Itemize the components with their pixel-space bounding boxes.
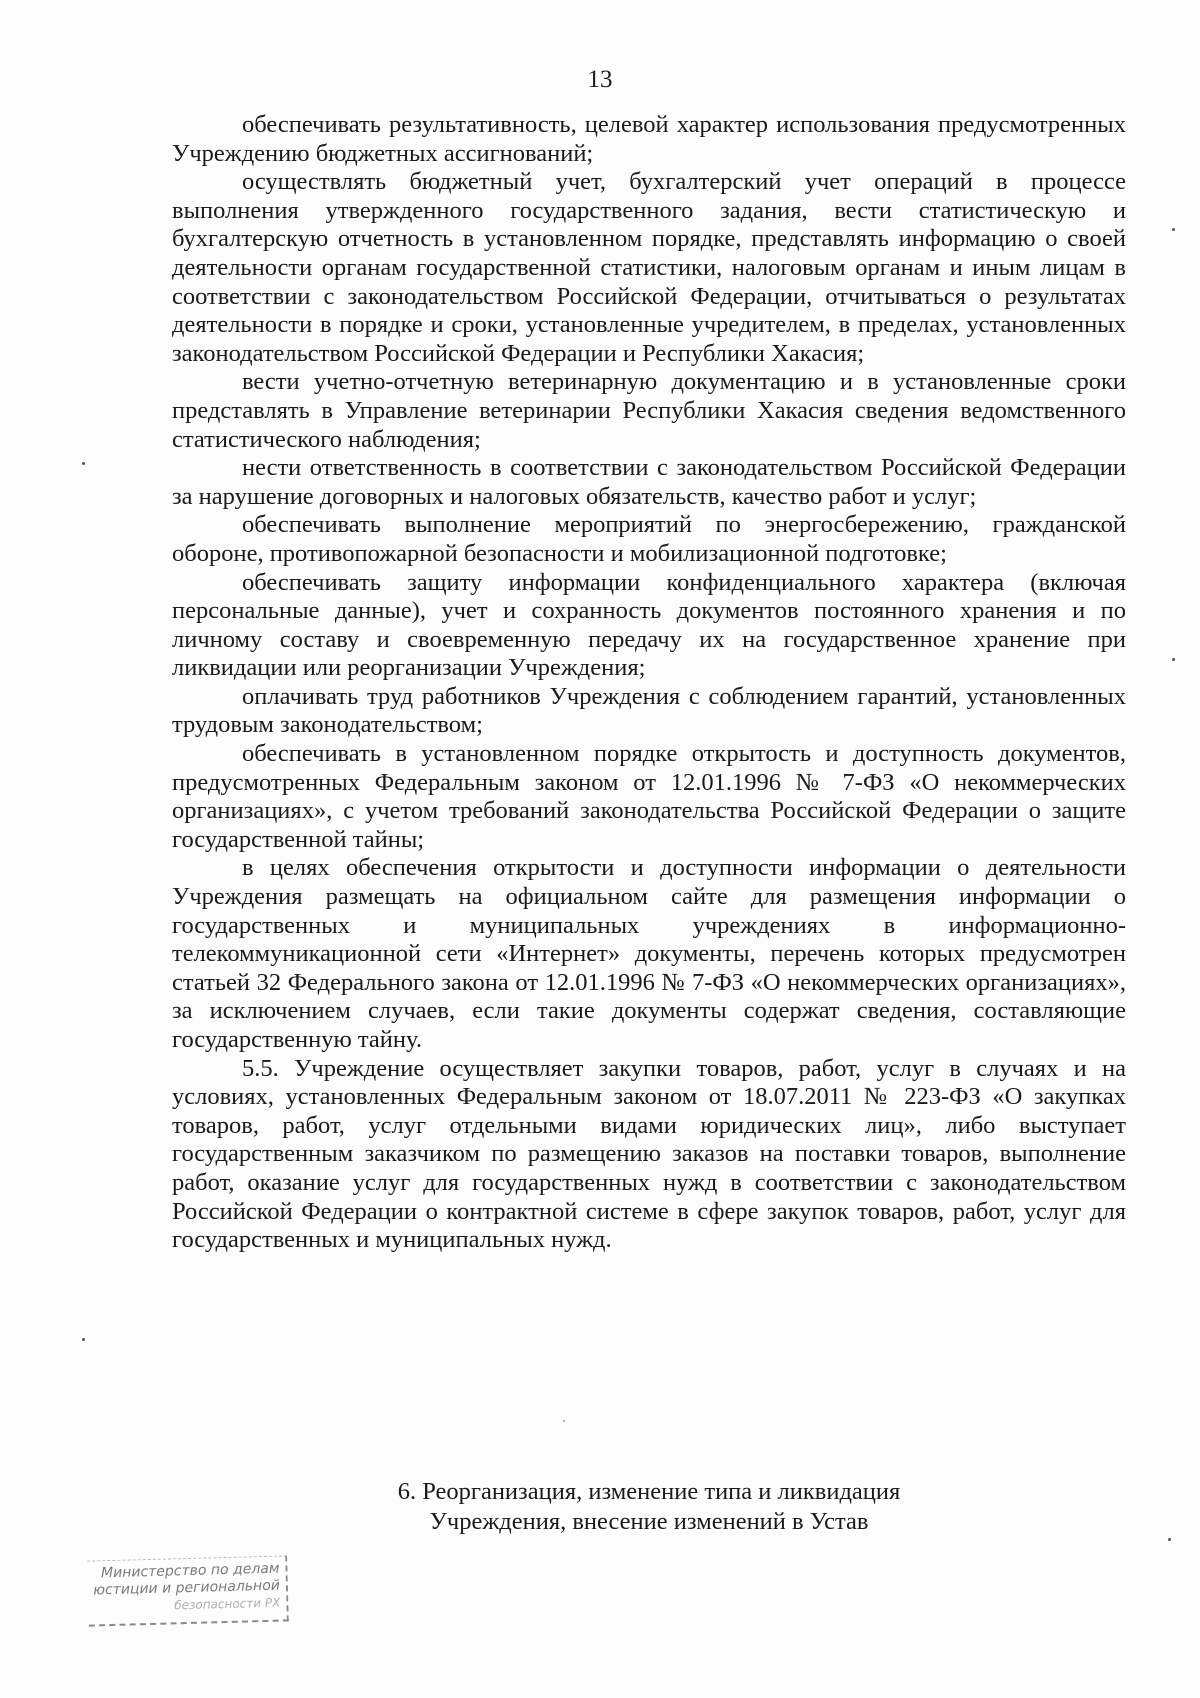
- stamp-line-1: Министерство по делам: [100, 1560, 280, 1582]
- stamp-line-2: юстиции и региональной: [93, 1577, 281, 1599]
- section-heading-line-1: 6. Реорганизация, изменение типа и ликвидация: [397, 1478, 901, 1505]
- document-body: [172, 111, 1126, 1255]
- paragraph-internet-publication: в целях обеспечения открытости и доступности информации о деятельности Учреждения размещать на официальном сайте для размещения информации о государственных и муниципальных учреждениях в информационно-телекоммуникационной сети «Интернет» документы, перечень которых предусмотрен статьей 32 Федерального закона от 12.01.1996 № 7-ФЗ «О некоммерческих организациях», за исключением случаев, если такие документы содержат сведения, составляющие государственную тайну.: [172, 854, 1126, 1053]
- ministry-stamp: [87, 1555, 289, 1626]
- scan-speck: [82, 1338, 85, 1341]
- paragraph-veterinary-documentation: вести учетно-отчетную ветеринарную документацию и в установленные сроки представлять в Управление ветеринарии Республики Хакасия сведения ведомственного статистического наблюдения;: [172, 368, 1126, 453]
- paragraph-procurement: 5.5. Учреждение осуществляет закупки товаров, работ, услуг в случаях и на условиях, установленных Федеральным законом от 18.07.2011 № 223-ФЗ «О закупках товаров, работ, услуг отдельными видами юридических лиц», либо выступает государственным заказчиком по размещению заказов на поставки товаров, выполнение работ, оказание услуг для государственных нужд в соответствии с законодательством Российской Федерации о контрактной системе в сфере закупок товаров, работ, услуг для государственных и муниципальных нужд.: [172, 1054, 1126, 1254]
- paragraph-document-openness: обеспечивать в установленном порядке открытость и доступность документов, предусмотренных Федеральным законом от 12.01.1996 № 7-ФЗ «О некоммерческих организациях», с учетом требований законодательства Российской Федерации о защите государственной тайны;: [172, 740, 1126, 853]
- scan-speck: [82, 462, 85, 465]
- scan-speck: [1172, 658, 1175, 661]
- scan-speck: [563, 1420, 565, 1422]
- scan-speck: [1168, 1538, 1171, 1541]
- paragraph-information-protection: обеспечивать защиту информации конфиденциального характера (включая персональные данные), учет и сохранность документов постоянного хранения и по личному составу и своевременную передачу их на государственное хранение при ликвидации или реорганизации Учреждения;: [172, 568, 1126, 682]
- stamp-line-3: безопасности РХ: [174, 1595, 281, 1613]
- scan-speck: [1172, 228, 1175, 231]
- page-number: 13: [587, 66, 613, 93]
- paragraph-budget-effectiveness: обеспечивать результативность, целевой характер использования предусмотренных Учреждению бюджетных ассигнований;: [172, 111, 1126, 167]
- paragraph-responsibility: нести ответственность в соответствии с законодательством Российской Федерации за нарушение договорных и налоговых обязательств, качество работ и услуг;: [172, 454, 1126, 510]
- section-heading: [172, 1477, 1126, 1537]
- paragraph-energy-defense: обеспечивать выполнение мероприятий по энергосбережению, гражданской обороне, противопожарной безопасности и мобилизационной подготовке;: [172, 511, 1126, 567]
- paragraph-accounting: осуществлять бюджетный учет, бухгалтерский учет операций в процессе выполнения утвержденного государственного задания, вести статистическую и бухгалтерскую отчетность в установленном порядке, представлять информацию о своей деятельности органам государственной статистики, налоговым органам и иным лицам в соответствии с законодательством Российской Федерации, отчитываться о результатах деятельности в порядке и сроки, установленные учредителем, в пределах, установленных законодательством Российской Федерации и Республики Хакасия;: [172, 168, 1126, 367]
- section-heading-line-2: Учреждения, внесение изменений в Устав: [429, 1508, 869, 1535]
- paragraph-labor-payment: оплачивать труд работников Учреждения с соблюдением гарантий, установленных трудовым законодательством;: [172, 682, 1126, 739]
